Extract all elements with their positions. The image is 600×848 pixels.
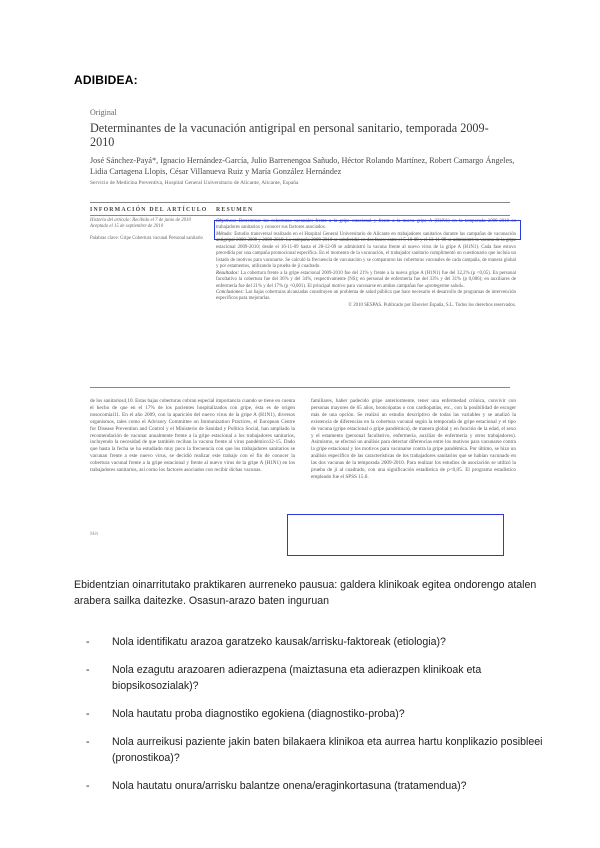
question-text: Nola hautatu proba diagnostiko egokiena (diagnostiko-proba)? [112,708,405,720]
bullet-dash: - [86,736,90,748]
divider [90,387,510,388]
body-column-left: de los sanitarios4,10. Estas bajas coberturas cobran especial importancia cuando se tiene en cuenta el hecho de que en el 17% de los pacientes hospitalizados con gripe, ésta es de origen nosocomial11. En el año 2009, con la aparición del nuevo virus de la gripe A (H1N1), diversos organismos, tales como el Advisory Committee on Immunization Practices, el European Centre for Disease Prevention and Control y el Ministerio de Sanidad y Política Social, han ampliado la recomendación de vacunar anualmente frente a la gripe estacional a los trabajadores sanitarios, incluyendo la necesidad de que también reciban la vacuna frente al virus pandémico12-15. Dado que hasta la fecha se ha estudiado muy poco la frecuencia con que los trabajadores sanitarios se vacunan frente a este nuevo virus, se decidió realizar este trabajo con el fin de conocer la cobertura vacunal frente a la gripe estacional y frente al nuevo virus de la gripe A (H1N1) en los trabajadores sanitarios, así como los factores asociados con recibir dichas vacunas. [90,398,295,474]
article-kind: Original [90,108,117,117]
method-label: Método: [216,231,233,237]
results-label: Resultados: [216,270,240,276]
copyright: © 2010 SESPAS. Publicado por Elsevier España, S.L. Todos los derechos reservados. [348,302,516,308]
bullet-dash: - [86,708,90,720]
cut-text: Mét [90,532,99,537]
results-text: La cobertura frente a la gripe estacional 2009-2010 fue del 21% y frente a la nueva gripe A (H1N1) fue del 32,2% (p <0,05). En personal facultativo la cobertura fue del 36% y del 34%, respectivamente (NS); en personal de enfermería fue del 33% y del 31% (p 0,006); en auxiliares de enfermería fue del 21% y del 17% (p <0,001). El principal motivo para vacunarse en ambas campañas fue «protegerme salud». [216,270,516,289]
article-affiliation: Servicio de Medicina Preventiva, Hospital General Universitario de Alicante, Alicante, España [90,180,299,186]
question-text: Nola identifikatu arazoa garatzeko kausak/arrisku-faktoreak (etiologia)? [112,636,446,648]
page-heading: ADIBIDEA: [74,73,138,87]
info-history: Historia del artículo: Recibido el 7 de junio de 2010 Aceptado el 15 de septiembre de 2010 [90,218,191,230]
bullet-dash: - [86,664,90,676]
highlight-box-body [287,514,504,556]
conclusions-paragraph [216,290,516,301]
article-info [90,218,205,243]
question-text: Nola hautatu onura/arrisku balantze onena/eraginkortasuna (tratamendua)? [112,780,467,792]
bullet-dash: - [86,636,90,648]
list-item [86,662,546,694]
divider [90,202,510,203]
resumen-heading: RESUMEN [216,207,254,213]
info-heading: INFORMACIÓN DEL ARTÍCULO [90,207,208,213]
concl-text: Las bajas coberturas alcanzadas constituyen un problema de salud pública que hace necesario el desarrollo de programas de intervención específicos para mejorarlas. [216,289,516,302]
question-list [86,634,546,794]
highlight-box-objectives [214,220,521,240]
obj-text: Determinar las coberturas vacunales frente a la gripe estacional y frente a la nueva gripe A (H1N1) en la temporada 2009-2010 en trabajadores sanitarios y conocer sus factores asociados. [216,219,516,231]
article-image [76,100,526,545]
results-paragraph [216,271,516,289]
intro-paragraph: Ebidentzian oinarritutako praktikaren aurreneko pausua: galdera klinikoak egitea ondorengo atalen arabera sailka daitezke. Osasun-arazo baten inguruan [74,579,537,607]
obj-label: Objetivos: [216,219,237,224]
method-text: Estudio transversal realizado en el Hospital General Universitario de Alicante en trabajadores sanitarios durante las campañas de vacunación antigripal 2008-2009 y 2009-2010. La campaña 2009-2010 se subdividió en dos fases: entre el 5-10-09 y el 13-11-09 se administró la vacuna de la gripe estacional 2009-2010; desde el 16-11-09 hasta el 28-12-09 se administró la vacuna frente al nuevo virus de la gripe A (H1N1). Cada fase estuvo precedida por una campaña promocional específica. En el momento de la vacunación, el trabajador sanitario cumplimentó un cuestionario que incluía un listado de motivos para vacunarse. Se calculó la frecuencia de vacunación y se compararon las coberturas vacunales de cada campaña, de manera global y por estamentos, utilizando la prueba de ji cuadrado. [216,231,516,270]
list-item [86,778,546,794]
list-item [86,734,546,766]
body-column-right: familiares, haber padecido gripe anteriormente, tener una enfermedad crónica, convivir con personas mayores de 65 años, broncópatas o con cardiopatías, etc., con la posibilidad de escoger más de una opción. Se realizó un estudio descriptivo de todas las variables y se analizó la existencia de diferencias en la cobertura vacunal según la temporada de gripe estacional y el tipo de vacuna (gripe estacional o gripe pandémica), de manera global y en función de la edad, el sexo y el estamento (personal facultativo, enfermería, auxiliar de enfermería y otros trabajadores). Asimismo, se efectuó un análisis para detectar diferencias entre los motivos para vacunarse contra la gripe estacional y los motivos para vacunarse contra la gripe pandémica. Por último, se hizo un análisis específico de las características de los trabajadores sanitarios que se habían vacunado en las dos vacunas de la temporada 2009-2010. Para realizar los estudios de asociación se utilizó la prueba de ji al cuadrado, con una significación estadística de p<0,05. El programa estadístico empleado fue el SPSS 15.0. [311,398,516,480]
question-text: Nola ezagutu arazoaren adierazpena (maiztasuna eta adierazpen klinikoak eta biopsikosozialak)? [112,664,482,692]
article-authors: José Sánchez-Payá*, Ignacio Hernández-García, Julio Barrenengoa Sañudo, Héctor Rolando Martínez, Robert Camargo Ángeles, Lidia Cartagena Llopis, César Villanueva Ruiz y María González Hernández [90,156,515,176]
question-text: Nola aurreikusi paziente jakin baten bilakaera klinikoa eta aurrea hartu konplikazio posibleei (pronostikoa)? [112,736,543,764]
info-keywords: Palabras clave: Gripe Cobertura vacunal Personal sanitario [90,236,203,242]
article-title: Determinantes de la vacunación antigripal en personal sanitario, temporada 2009-2010 [90,121,489,149]
bullet-dash: - [86,780,90,792]
list-item [86,706,546,722]
concl-label: Conclusiones: [216,289,244,295]
divider [90,215,510,216]
list-item [86,634,546,650]
